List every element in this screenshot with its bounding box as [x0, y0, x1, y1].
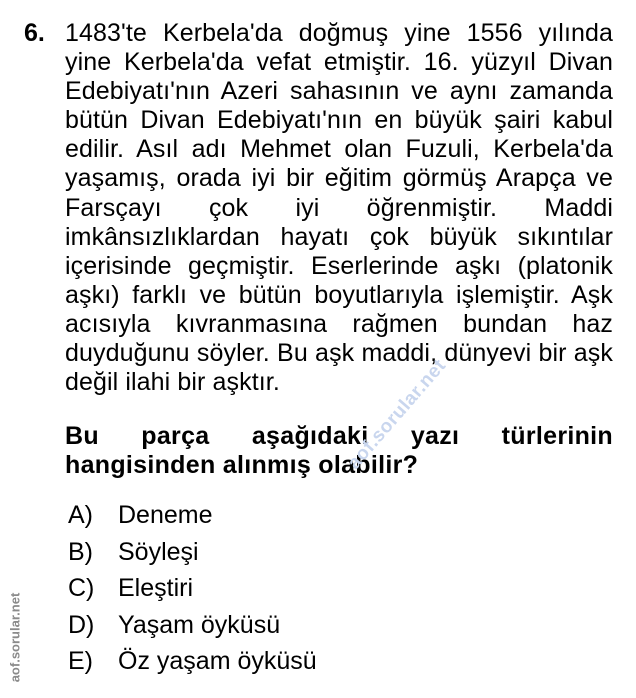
option-b[interactable] — [68, 537, 317, 574]
option-text: Deneme — [118, 501, 213, 529]
option-letter: B) — [68, 537, 93, 566]
option-letter: E) — [68, 647, 93, 675]
question-stem: Bu parça aşağıdaki yazı türlerinin hangisinden alınmış olabilir? — [65, 422, 613, 479]
question-passage: 1483'te Kerbela'da doğmuş yine 1556 yılında yine Kerbela'da vefat etmiştir. 16. yüzyıl Divan Edebiyatı'nın Azeri sahasının ve aynı zamanda bütün Divan Edebiyatı'nın en büyük şairi kabul edilir. Asıl adı Mehmet olan Fuzuli, Kerbela'da yaşamış, orada iyi bir eğitim görmüş Arapça ve Farsçayı çok iyi öğrenmiştir. Maddi imkânsızlıklardan hayatı çok büyük sıkıntılar içerisinde geçmiştir. Eserlerinde aşkı (platonik aşkı) farklı ve bütün boyutlarıyla işlemiştir. Aşk acısıyla kıvranmasına rağmen bundan haz duyduğunu söyler. Bu aşk maddi, dünyevi bir aşk değil ilahi bir aşktır. — [65, 19, 613, 397]
option-a[interactable] — [68, 500, 317, 537]
watermark-diagonal: aof.sorular.net — [343, 355, 451, 474]
option-text: Söyleşi — [118, 537, 199, 566]
option-e[interactable] — [68, 646, 317, 683]
watermark-side: aof.sorular.net — [7, 592, 23, 683]
option-letter: A) — [68, 501, 93, 529]
option-letter: C) — [68, 574, 95, 602]
option-text: Eleştiri — [118, 574, 194, 602]
option-text: Öz yaşam öyküsü — [118, 647, 317, 675]
option-text: Yaşam öyküsü — [118, 610, 281, 639]
option-c[interactable] — [68, 573, 317, 610]
question-number: 6. — [24, 19, 45, 47]
option-letter: D) — [68, 610, 95, 639]
option-d[interactable] — [68, 610, 317, 647]
answer-options — [68, 500, 317, 683]
